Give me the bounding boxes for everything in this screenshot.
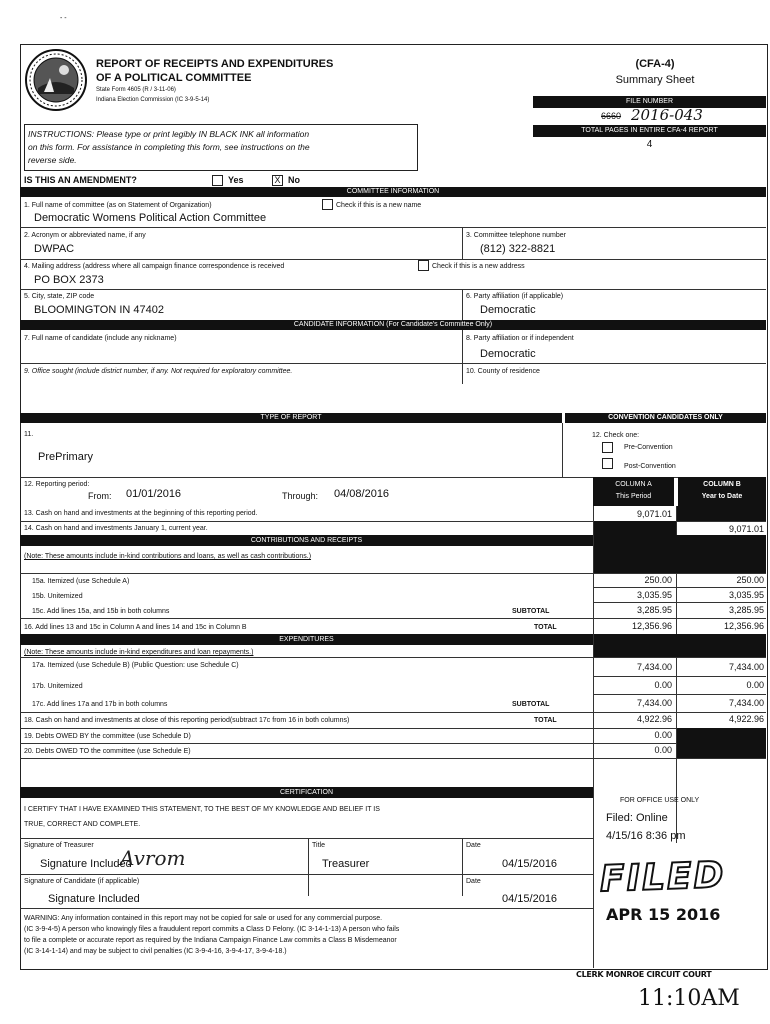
amendment-yes-label: Yes xyxy=(228,175,244,185)
filed-stamp-court: CLERK MONROE CIRCUIT COURT xyxy=(576,970,712,979)
line-18-label: 18. Cash on hand and investments at close of this reporting period(subtract 17c from 16 in both columns) xyxy=(24,717,350,724)
treasurer-signature-label: Signature of Treasurer xyxy=(24,842,94,849)
instructions-line1: INSTRUCTIONS: Please type or print legibly IN BLACK INK all information xyxy=(28,129,310,139)
post-convention-label: Post-Convention xyxy=(624,463,676,470)
line-15a-label: 15a. Itemized (use Schedule A) xyxy=(32,578,130,585)
mailing-address-value: PO BOX 2373 xyxy=(34,274,104,286)
filed-stamp: FILED xyxy=(599,854,727,901)
committee-name-value: Democratic Womens Political Action Committee xyxy=(34,212,267,224)
line-17b-col-a: 0.00 xyxy=(654,680,672,690)
line-18-col-a: 4,922.96 xyxy=(636,714,672,724)
line-16-total-label: TOTAL xyxy=(534,624,557,631)
line-17c-label: 17c. Add lines 17a and 17b in both columns xyxy=(32,701,168,708)
candidate-party-label: 8. Party affiliation or if independent xyxy=(466,335,574,342)
line-13-label: 13. Cash on hand and investments at the beginning of this reporting period. xyxy=(24,510,258,517)
line-18-total-label: TOTAL xyxy=(534,717,557,724)
post-convention-checkbox[interactable] xyxy=(602,458,613,469)
instructions-line3: reverse side. xyxy=(28,155,77,165)
line-19-label: 19. Debts OWED BY the committee (use Schedule D) xyxy=(24,733,191,740)
committee-name-label: 1. Full name of committee (as on Statement of Organization) xyxy=(24,202,212,209)
warning-line2: (IC 3-9-4-5) A person who knowingly files a fraudulent report commits a Class D Felony. (IC 3-14-1-13) A person who fails xyxy=(24,926,400,933)
file-number-label: FILE NUMBER xyxy=(533,96,766,108)
line-15c-col-a: 3,285.95 xyxy=(636,605,672,615)
contributions-header: CONTRIBUTIONS AND RECEIPTS xyxy=(20,535,593,546)
line-20-col-a: 0.00 xyxy=(654,745,672,755)
line-19-col-a: 0.00 xyxy=(654,730,672,740)
party-affiliation-value: Democratic xyxy=(480,304,536,316)
pre-convention-label: Pre-Convention xyxy=(624,444,673,451)
candidate-info-header: CANDIDATE INFORMATION (For Candidate's Committee Only) xyxy=(20,320,766,330)
warning-line3: to file a complete or accurate report as required by the Indiana Campaign Finance Law commits a Class B Misdemeanor xyxy=(24,937,397,944)
filed-online-label: Filed: Online xyxy=(606,812,668,824)
commission-citation: Indiana Election Commission (IC 3-9-5-14) xyxy=(96,97,210,103)
line-11-label: 11. xyxy=(24,431,34,438)
line-17a-label: 17a. Itemized (use Schedule B) (Public Question: use Schedule C) xyxy=(32,662,239,669)
office-use-label: FOR OFFICE USE ONLY xyxy=(620,797,700,804)
title-label: Title xyxy=(312,842,325,849)
column-b-header xyxy=(678,477,766,506)
phone-value: (812) 322-8821 xyxy=(480,243,556,255)
amendment-question: IS THIS AN AMENDMENT? xyxy=(24,175,137,185)
file-number-handwritten: 2016-043 xyxy=(631,106,703,124)
county-residence-label: 10. County of residence xyxy=(466,368,540,375)
city-state-zip-label: 5. City, state, ZIP code xyxy=(24,293,95,300)
cfa-code: (CFA-4) xyxy=(635,58,675,70)
from-label: From: xyxy=(88,491,112,501)
column-b-subtitle: Year to Date xyxy=(701,493,743,500)
amendment-no-checkbox[interactable]: X xyxy=(272,175,283,186)
column-a-title: COLUMN A xyxy=(615,481,652,488)
total-pages-value: 4 xyxy=(646,139,653,150)
candidate-name-label: 7. Full name of candidate (include any nickname) xyxy=(24,335,177,342)
date-label-1: Date xyxy=(466,842,481,849)
amendment-yes-checkbox[interactable] xyxy=(212,175,223,186)
line-15a-col-b: 250.00 xyxy=(736,575,764,585)
instructions-box xyxy=(24,124,418,171)
pre-convention-checkbox[interactable] xyxy=(602,442,613,453)
total-pages-label: TOTAL PAGES IN ENTIRE CFA-4 REPORT xyxy=(533,125,766,137)
certification-text-line2: TRUE, CORRECT AND COMPLETE. xyxy=(24,821,141,828)
through-label: Through: xyxy=(282,491,319,501)
line-15b-label: 15b. Unitemized xyxy=(32,593,83,600)
committee-info-header: COMMITTEE INFORMATION xyxy=(20,187,766,197)
warning-line4: (IC 3-14-1-14) and may be subject to civil penalties (IC 3-9-4-16, 3-9-4-17, 3-9-4-18.) xyxy=(24,948,287,955)
warning-line1: WARNING: Any information contained in this report may not be copied for sale or used for any commercial purpose. xyxy=(24,915,383,922)
report-type-value: PrePrimary xyxy=(38,451,94,463)
line-14-label: 14. Cash on hand and investments January 1, current year. xyxy=(24,525,208,532)
reporting-period-label: 12. Reporting period: xyxy=(24,481,90,488)
candidate-signature-value: Signature Included xyxy=(48,893,140,905)
line-20-label: 20. Debts OWED TO the committee (use Schedule E) xyxy=(24,748,191,755)
line-15b-col-a: 3,035.95 xyxy=(636,590,672,600)
line-15c-subtotal-label: SUBTOTAL xyxy=(512,608,550,615)
line-14-col-b: 9,071.01 xyxy=(728,524,764,534)
period-from-value: 01/01/2016 xyxy=(126,488,182,500)
line-15c-col-b: 3,285.95 xyxy=(728,605,764,615)
acronym-label: 2. Acronym or abbreviated name, if any xyxy=(24,232,146,239)
line-17b-col-b: 0.00 xyxy=(746,680,764,690)
date-value-1: 04/15/2016 xyxy=(502,858,558,870)
instructions-line2: on this form. For assistance in completing this form, see instructions on the xyxy=(28,142,310,152)
line-17c-col-a: 7,434.00 xyxy=(636,698,672,708)
line-16-label: 16. Add lines 13 and 15c in Column A and lines 14 and 15c in Column B xyxy=(24,624,247,631)
column-a-header xyxy=(593,477,674,506)
line-16-col-b: 12,356.96 xyxy=(723,621,764,631)
phone-label: 3. Committee telephone number xyxy=(466,232,566,239)
title-value: Treasurer xyxy=(322,858,370,870)
file-number-field xyxy=(533,108,766,124)
column-a-subtitle: This Period xyxy=(615,493,652,500)
new-address-label: Check if this is a new address xyxy=(432,263,525,270)
contributions-note: (Note: These amounts include in-kind contributions and loans, as well as cash contributions.) xyxy=(24,553,312,560)
summary-sheet-label: Summary Sheet xyxy=(615,74,695,86)
candidate-signature-label: Signature of Candidate (if applicable) xyxy=(24,878,140,885)
new-name-checkbox[interactable] xyxy=(322,199,333,210)
expenditures-header: EXPENDITURES xyxy=(20,634,593,645)
line-15a-col-a: 250.00 xyxy=(644,575,672,585)
line-17a-col-a: 7,434.00 xyxy=(636,662,672,672)
acronym-value: DWPAC xyxy=(34,243,75,255)
treasurer-handwritten-signature: Avrom xyxy=(120,846,186,870)
convention-candidates-header: CONVENTION CANDIDATES ONLY xyxy=(565,413,766,423)
report-title-line1: REPORT OF RECEIPTS AND EXPENDITURES xyxy=(96,58,334,70)
mailing-address-label: 4. Mailing address (address where all campaign finance correspondence is received xyxy=(24,263,285,270)
date-label-2: Date xyxy=(466,878,481,885)
candidate-party-value: Democratic xyxy=(480,348,536,360)
line-16-col-a: 12,356.96 xyxy=(631,621,672,631)
indiana-seal-icon xyxy=(24,48,88,112)
expenditures-note: (Note: These amounts include in-kind expenditures and loan repayments.) xyxy=(24,649,254,656)
line-15b-col-b: 3,035.95 xyxy=(728,590,764,600)
line-18-col-b: 4,922.96 xyxy=(728,714,764,724)
filed-online-time: 4/15/16 8:36 pm xyxy=(606,830,686,842)
amendment-no-label: No xyxy=(288,175,300,185)
file-number-printed: 6660 xyxy=(601,111,622,121)
new-name-label: Check if this is a new name xyxy=(336,202,422,209)
line-15c-label: 15c. Add lines 15a, and 15b in both columns xyxy=(32,608,170,615)
office-sought-label: 9. Office sought (include district number, if any. Not required for exploratory committee. xyxy=(24,368,293,375)
new-address-checkbox[interactable] xyxy=(418,260,429,271)
convention-check-label: 12. Check one: xyxy=(592,432,640,439)
party-affiliation-label: 6. Party affiliation (if applicable) xyxy=(466,293,564,300)
date-value-2: 04/15/2016 xyxy=(502,893,558,905)
line-17a-col-b: 7,434.00 xyxy=(728,662,764,672)
certification-text-line1: I CERTIFY THAT I HAVE EXAMINED THIS STATEMENT, TO THE BEST OF MY KNOWLEDGE AND BELIEF IT IS xyxy=(24,806,380,813)
period-through-value: 04/08/2016 xyxy=(334,488,390,500)
form-number: State Form 4605 (R / 3-11-06) xyxy=(96,87,176,93)
column-b-title: COLUMN B xyxy=(703,481,741,488)
type-of-report-header: TYPE OF REPORT xyxy=(20,413,562,423)
line-17b-label: 17b. Unitemized xyxy=(32,683,83,690)
line-13-col-a: 9,071.01 xyxy=(636,509,672,519)
line-17c-col-b: 7,434.00 xyxy=(728,698,764,708)
treasurer-signature-value: Signature Included xyxy=(40,858,132,870)
report-title-line2: OF A POLITICAL COMMITTEE xyxy=(96,72,252,84)
filed-stamp-time: 11:10AM xyxy=(638,986,740,1011)
certification-header: CERTIFICATION xyxy=(20,787,593,798)
line-17c-subtotal-label: SUBTOTAL xyxy=(512,701,550,708)
city-state-zip-value: BLOOMINGTON IN 47402 xyxy=(34,304,165,316)
filed-stamp-date: APR 15 2016 xyxy=(606,905,721,924)
page-mark: - - xyxy=(60,15,67,22)
